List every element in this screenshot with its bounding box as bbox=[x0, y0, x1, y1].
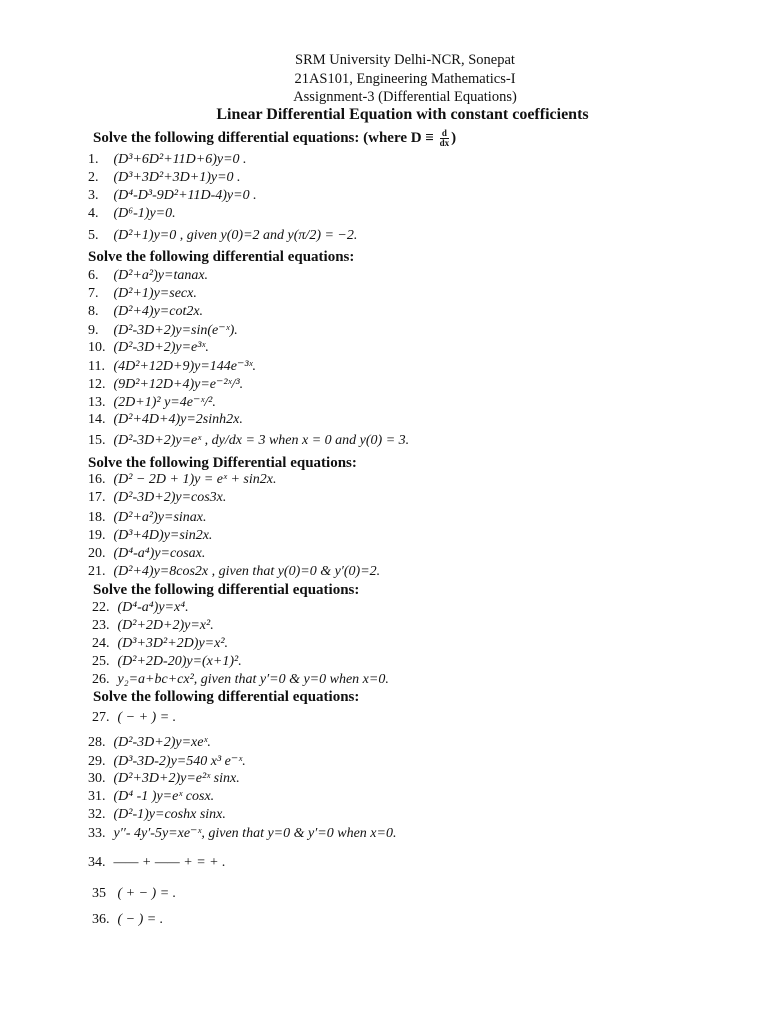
problem-number: 13. bbox=[88, 395, 106, 410]
problem-15 bbox=[88, 433, 409, 449]
problem-18 bbox=[88, 510, 207, 526]
problem-equation: (D²-3D+2)y=e³ˣ. bbox=[113, 340, 209, 355]
problem-equation: ( + − ) = . bbox=[117, 886, 177, 901]
problem-number: 35 bbox=[92, 886, 106, 901]
problem-number: 32. bbox=[88, 807, 106, 822]
problem-equation: (D⁴-a⁴)y=x⁴. bbox=[117, 600, 189, 615]
problem-equation: (D²+4D+4)y=2sinh2x. bbox=[113, 412, 243, 427]
problem-1 bbox=[88, 152, 247, 168]
problem-number: 10. bbox=[88, 340, 106, 355]
problem-equation: (D⁴-a⁴)y=cosax. bbox=[113, 546, 206, 561]
problem-number: 30. bbox=[88, 771, 106, 786]
problem-equation: (D²+4)y=8cos2x , given that y(0)=0 & y′(0)=2. bbox=[113, 564, 381, 579]
section-heading-1-text: Solve the following differential equations: (where D ≡ bbox=[93, 129, 438, 146]
problem-30 bbox=[88, 771, 240, 787]
problem-equation: (D²-3D+2)y=xeˣ. bbox=[113, 735, 211, 750]
problem-23 bbox=[92, 618, 214, 634]
problem-number: 15. bbox=[88, 433, 106, 448]
problem-equation: (D²+a²)y=tanax. bbox=[113, 268, 209, 283]
problem-equation: (D³+6D²+11D+6)y=0 . bbox=[113, 152, 247, 167]
problem-equation: ( − ) = . bbox=[117, 912, 164, 927]
problem-24 bbox=[92, 636, 228, 652]
problem-equation: (D²-1)y=coshx sinx. bbox=[113, 807, 226, 822]
university-name: SRM University Delhi-NCR, Sonepat bbox=[295, 52, 515, 68]
problem-number: 2. bbox=[88, 170, 99, 185]
section-heading-5: Solve the following differential equations: bbox=[93, 689, 360, 705]
problem-equation: y₂=a+bc+cx², given that y′=0 & y=0 when x=0. bbox=[117, 672, 389, 687]
problem-19 bbox=[88, 528, 212, 544]
problem-21 bbox=[88, 564, 380, 580]
section-heading-4: Solve the following differential equations: bbox=[93, 582, 360, 598]
problem-equation: (D²-3D+2)y=eˣ , dy/dx = 3 when x = 0 and y(0) = 3. bbox=[113, 433, 410, 448]
problem-equation: (D⁶-1)y=0. bbox=[113, 206, 176, 221]
problem-equation: ( − + ) = . bbox=[117, 710, 177, 725]
problem-36 bbox=[92, 912, 163, 928]
problem-equation: (D³+3D²+2D)y=x². bbox=[117, 636, 229, 651]
problem-7 bbox=[88, 286, 197, 302]
problem-number: 11. bbox=[88, 359, 105, 374]
problem-28 bbox=[88, 735, 211, 751]
problem-8 bbox=[88, 304, 203, 320]
problem-number: 1. bbox=[88, 152, 99, 167]
problem-number: 19. bbox=[88, 528, 106, 543]
section-heading-3: Solve the following Differential equations: bbox=[88, 455, 357, 471]
problem-equation: —— + —— + = + . bbox=[113, 855, 226, 870]
problem-10 bbox=[88, 340, 209, 356]
problem-equation: (D³+4D)y=sin2x. bbox=[113, 528, 213, 543]
problem-number: 12. bbox=[88, 377, 106, 392]
problem-number: 25. bbox=[92, 654, 110, 669]
problem-17 bbox=[88, 490, 226, 506]
problem-equation: (D²+1)y=secx. bbox=[113, 286, 197, 301]
problem-12 bbox=[88, 376, 243, 393]
section-heading-1: Solve the following differential equations: (where D ≡ $\frac{d}{dx}$ ) bbox=[93, 128, 457, 148]
problem-equation: (D²+2D+2)y=x². bbox=[117, 618, 214, 633]
problem-number: 9. bbox=[88, 323, 99, 338]
course-code: 21AS101, Engineering Mathematics-I bbox=[294, 71, 516, 87]
problem-number: 23. bbox=[92, 618, 110, 633]
problem-number: 16. bbox=[88, 472, 106, 487]
problem-equation: (D²-3D+2)y=cos3x. bbox=[113, 490, 227, 505]
problem-32 bbox=[88, 807, 226, 823]
problem-34 bbox=[88, 855, 226, 871]
problem-equation: (D²+1)y=0 , given y(0)=2 and y(π/2) = −2. bbox=[113, 228, 358, 243]
problem-number: 36. bbox=[92, 912, 110, 927]
problem-22 bbox=[92, 600, 189, 616]
page-title: Linear Differential Equation with constant coefficients bbox=[216, 106, 589, 123]
problem-number: 6. bbox=[88, 268, 99, 283]
section-heading-2: Solve the following differential equations: bbox=[88, 249, 355, 265]
problem-number: 20. bbox=[88, 546, 106, 561]
problem-number: 21. bbox=[88, 564, 106, 579]
problem-equation: (D⁴ -1 )y=eˣ cosx. bbox=[113, 789, 215, 804]
problem-20 bbox=[88, 546, 205, 562]
problem-equation: (D³-3D-2)y=540 x³ e⁻ˣ. bbox=[113, 754, 246, 769]
problem-number: 26. bbox=[92, 672, 110, 687]
problem-number: 3. bbox=[88, 188, 99, 203]
problem-number: 22. bbox=[92, 600, 110, 615]
problem-number: 17. bbox=[88, 490, 106, 505]
problem-equation: (D²+a²)y=sinax. bbox=[113, 510, 207, 525]
problem-26 bbox=[92, 672, 389, 688]
problem-6 bbox=[88, 268, 208, 284]
d-over-dx-fraction: $\frac{d}{dx}$ bbox=[439, 128, 450, 148]
problem-equation: (D² − 2D + 1)y = eˣ + sin2x. bbox=[113, 472, 277, 487]
problem-3 bbox=[88, 188, 257, 204]
problem-31 bbox=[88, 789, 214, 805]
problem-number: 18. bbox=[88, 510, 106, 525]
problem-33 bbox=[88, 825, 396, 842]
problem-25 bbox=[92, 654, 242, 670]
problem-number: 4. bbox=[88, 206, 99, 221]
problem-number: 34. bbox=[88, 855, 106, 870]
problem-equation: (4D²+12D+9)y=144e⁻³ˣ. bbox=[113, 359, 257, 374]
problem-35 bbox=[92, 886, 176, 902]
problem-14 bbox=[88, 412, 243, 428]
problem-5 bbox=[88, 228, 357, 244]
problem-11 bbox=[88, 358, 256, 375]
problem-number: 14. bbox=[88, 412, 106, 427]
problem-equation: (D³+3D²+3D+1)y=0 . bbox=[113, 170, 241, 185]
problem-equation: (2D+1)² y=4e⁻ˣ/². bbox=[113, 395, 216, 410]
problem-13 bbox=[88, 394, 216, 411]
problem-16 bbox=[88, 472, 276, 488]
problem-2 bbox=[88, 170, 241, 186]
problem-number: 31. bbox=[88, 789, 106, 804]
problem-number: 7. bbox=[88, 286, 99, 301]
problem-4 bbox=[88, 206, 176, 222]
problem-number: 29. bbox=[88, 754, 106, 769]
problem-number: 24. bbox=[92, 636, 110, 651]
problem-number: 27. bbox=[92, 710, 110, 725]
problem-number: 33. bbox=[88, 826, 106, 841]
problem-equation: (D²+3D+2)y=e²ˣ sinx. bbox=[113, 771, 240, 786]
problem-27 bbox=[92, 710, 176, 726]
problem-equation: (D²+2D-20)y=(x+1)². bbox=[117, 654, 242, 669]
problem-29 bbox=[88, 753, 246, 770]
problem-number: 28. bbox=[88, 735, 106, 750]
problem-equation: (D²-3D+2)y=sin(e⁻ˣ). bbox=[113, 323, 238, 338]
problem-9 bbox=[88, 322, 238, 339]
problem-equation: (D²+4)y=cot2x. bbox=[113, 304, 204, 319]
problem-equation: (D⁴-D³-9D²+11D-4)y=0 . bbox=[113, 188, 257, 203]
problem-equation: y′′- 4y′-5y=xe⁻ˣ, given that y=0 & y′=0 when x=0. bbox=[113, 826, 397, 841]
problem-number: 8. bbox=[88, 304, 99, 319]
assignment-title: Assignment-3 (Differential Equations) bbox=[293, 89, 517, 105]
problem-number: 5. bbox=[88, 228, 99, 243]
problem-equation: (9D²+12D+4)y=e⁻²ˣ/³. bbox=[113, 377, 244, 392]
